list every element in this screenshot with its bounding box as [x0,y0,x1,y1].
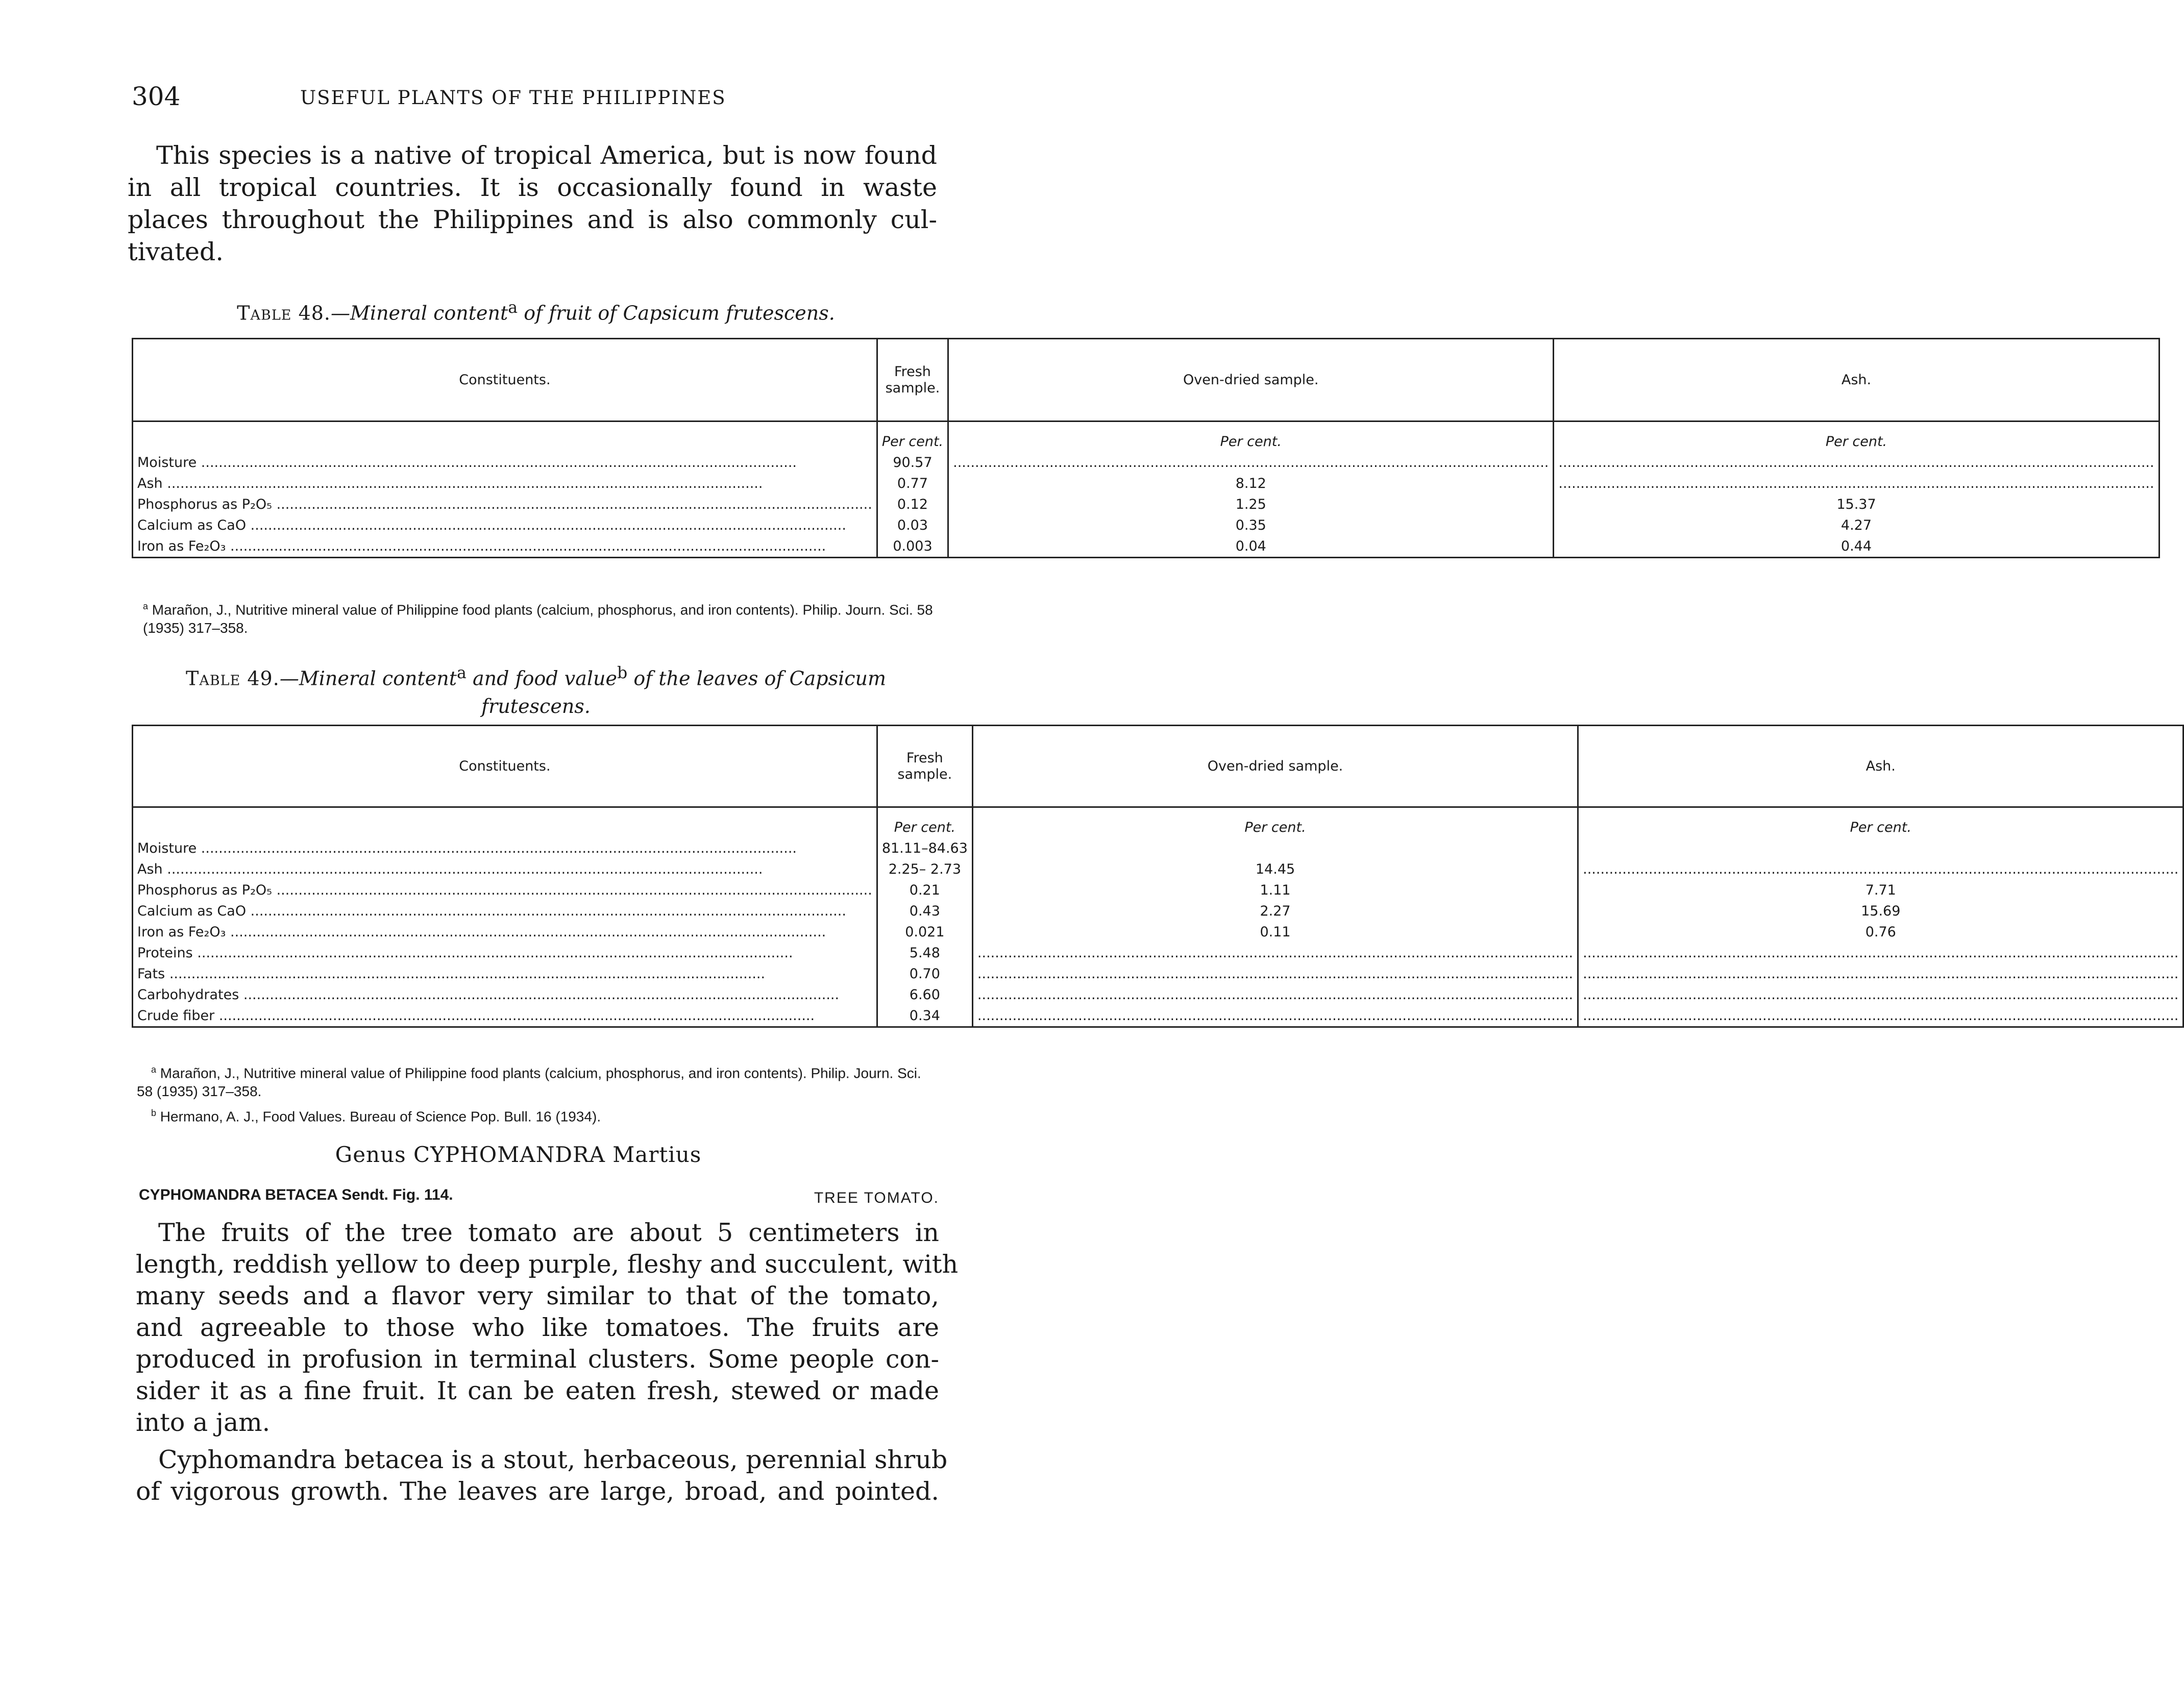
footnote-a [137,1060,941,1101]
oven-value: 8.12 [948,473,1554,494]
oven-value: 1.11 [972,880,1578,901]
row-label: Moisture ..... [137,452,872,473]
table-row [133,473,2160,494]
footnote-marker: a [151,1064,157,1075]
paragraph-line: length, reddish yellow to deep purple, fleshy and succulent, with [136,1250,959,1279]
ash-value: 15.69 [1578,901,2183,922]
ash-value [1558,473,2154,494]
footnote-marker: a [508,299,518,317]
caption-text: of fruit of Capsicum frutescens. [518,302,835,325]
species-heading [139,1186,939,1207]
footnote-b [137,1104,941,1126]
row-label: Moisture ..... [137,838,872,859]
fresh-value: 0.21 [877,880,972,901]
row-label: Crude fiber ..... [137,1005,872,1026]
row-label: Proteins ..... [137,943,872,963]
table-48 [132,338,2160,558]
table-row [133,859,2183,880]
column-header: Oven-dried sample. [948,339,1554,422]
page-number: 304 [132,82,181,111]
row-label: Ash ..... [137,859,872,880]
column-header: Ash. [1554,339,2159,422]
caption-text: —Mineral content [331,302,508,325]
fresh-value: 0.003 [877,536,948,558]
row-label: Ash ..... [137,473,872,494]
unit-cell: Per cent. [877,807,972,838]
ash-value [1583,859,2178,880]
oven-value: 14.45 [972,859,1578,880]
row-label: Calcium as CaO ..... [137,515,872,536]
paragraph-line: This species is a native of tropical America, but is now found [156,141,937,170]
table-row [133,984,2183,1005]
row-label: Iron as Fe₂O₃ ..... [137,536,872,557]
row-label: Iron as Fe₂O₃ ..... [137,922,872,943]
fresh-value: 2.25– 2.73 [877,859,972,880]
table-row [133,922,2183,943]
ash-value [1583,943,2178,963]
table-row [133,515,2160,536]
fresh-value: 5.48 [877,943,972,963]
row-label: Phosphorus as P₂O₅ ..... [137,494,872,515]
table-49-footnotes [137,1060,941,1126]
row-label: Fats ..... [137,963,872,984]
unit-cell: Per cent. [1578,807,2183,838]
ash-value [1583,963,2178,984]
oven-value: 0.35 [948,515,1554,536]
oven-value: 0.04 [948,536,1554,558]
table-48-caption [128,299,944,325]
oven-value: 2.27 [972,901,1578,922]
paragraph-line: of vigorous growth. The leaves are large, broad, and pointed. [136,1477,939,1506]
table-row [133,494,2160,515]
column-header: Fresh sample. [877,726,972,807]
footnote-text: Hermano, A. J., Food Values. Bureau of Science Pop. Bull. 16 (1934). [160,1108,601,1125]
footnote-text: Marañon, J., Nutritive mineral value of Philippine food plants (calcium, phosphorus, and iron contents). Philip. Journ. Sci. 58 (1935) 317–358. [143,602,933,636]
genus-heading: Genus CYPHOMANDRA Martius [335,1142,702,1167]
ash-value [1583,1005,2178,1026]
footnote-marker: b [617,664,628,682]
caption-text: of the leaves of Capsicum [627,667,887,690]
caption-line [128,692,944,720]
oven-value [977,963,1573,984]
oven-value [977,943,1573,963]
table-label: Table 48. [237,302,331,325]
ash-value: 4.27 [1554,515,2159,536]
table-row [133,943,2183,963]
oven-value: 1.25 [948,494,1554,515]
footnote-marker: b [151,1108,157,1119]
fresh-value: 0.70 [877,963,972,984]
paragraph-line: The fruits of the tree tomato are about 5 centimeters in [158,1218,939,1247]
running-head [132,82,928,112]
intro-paragraph [128,139,937,268]
fresh-value: 6.60 [877,984,972,1005]
paragraph-line: many seeds and a flavor very similar to that of the tomato, [136,1281,939,1310]
caption-line [128,659,944,692]
footnote-marker: a [143,601,149,611]
table-49-caption [128,659,944,720]
table-row [133,838,2183,859]
empty-cell [133,422,877,453]
fresh-value: 0.03 [877,515,948,536]
table-49 [132,725,2184,1028]
paragraph-line: sider it as a fine fruit. It can be eaten fresh, stewed or made [136,1376,939,1405]
caption-text: —Mineral content [279,667,457,690]
species-name: CYPHOMANDRA BETACEA Sendt. Fig. 114. [139,1186,453,1203]
footnote-marker: a [457,664,467,682]
unit-cell: Per cent. [948,422,1554,453]
unit-cell: Per cent. [877,422,948,453]
ash-value: 0.76 [1578,922,2183,943]
column-header: Oven-dried sample. [972,726,1578,807]
fresh-value: 0.021 [877,922,972,943]
caption-text: and food value [466,667,617,690]
paragraph-line: places throughout the Philippines and is also commonly cul- [128,205,937,234]
running-title: USEFUL PLANTS OF THE PHILIPPINES [300,87,726,109]
body-paragraph-2 [136,1444,948,1507]
ash-value: 15.37 [1554,494,2159,515]
oven-value [953,452,1549,473]
ash-value [1558,452,2154,473]
oven-value [977,984,1573,1005]
ash-value [1583,984,2178,1005]
paragraph-line: in all tropical countries. It is occasionally found in waste [128,173,937,202]
table-row [133,880,2183,901]
ash-value [1578,838,2183,859]
paragraph-line: produced in profusion in terminal clusters. Some people con- [136,1345,939,1374]
column-header: Constituents. [133,726,877,807]
column-header: Fresh sample. [877,339,948,422]
unit-cell: Per cent. [1554,422,2159,453]
caption-text: frutescens. [481,695,591,717]
row-label: Phosphorus as P₂O₅ ..... [137,880,872,901]
table-row [133,452,2160,473]
row-label: Carbohydrates ..... [137,984,872,1005]
paragraph-line: Cyphomandra betacea is a stout, herbaceous, perennial shrub [158,1445,948,1474]
fresh-value: 0.34 [877,1005,972,1027]
oven-value: 0.11 [972,922,1578,943]
column-header: Constituents. [133,339,877,422]
table-row [133,963,2183,984]
table-row [133,1005,2183,1027]
ash-value: 0.44 [1554,536,2159,558]
body-paragraph-1 [136,1217,959,1439]
fresh-value: 81.11–84.63 [877,838,972,859]
oven-value [972,838,1578,859]
ash-value: 7.71 [1578,880,2183,901]
footnote-text: Marañon, J., Nutritive mineral value of Philippine food plants (calcium, phosphorus, and iron contents). Philip. Journ. Sci. 58 (1935) 317–358. [137,1065,921,1100]
table-label: Table 49. [185,667,280,690]
fresh-value: 90.57 [877,452,948,473]
row-label: Calcium as CaO ..... [137,901,872,922]
species-common-name: TREE TOMATO. [814,1190,939,1206]
table-row [133,901,2183,922]
fresh-value: 0.12 [877,494,948,515]
paragraph-line: and agreeable to those who like tomatoes. The fruits are [136,1313,939,1342]
fresh-value: 0.43 [877,901,972,922]
fresh-value: 0.77 [877,473,948,494]
oven-value [977,1005,1573,1026]
paragraph-line: into a jam. [136,1408,271,1437]
table-row [133,536,2160,558]
empty-cell [133,807,877,838]
table-48-footnote [143,597,939,637]
unit-cell: Per cent. [972,807,1578,838]
column-header: Ash. [1578,726,2183,807]
paragraph-line: tivated. [128,237,224,266]
